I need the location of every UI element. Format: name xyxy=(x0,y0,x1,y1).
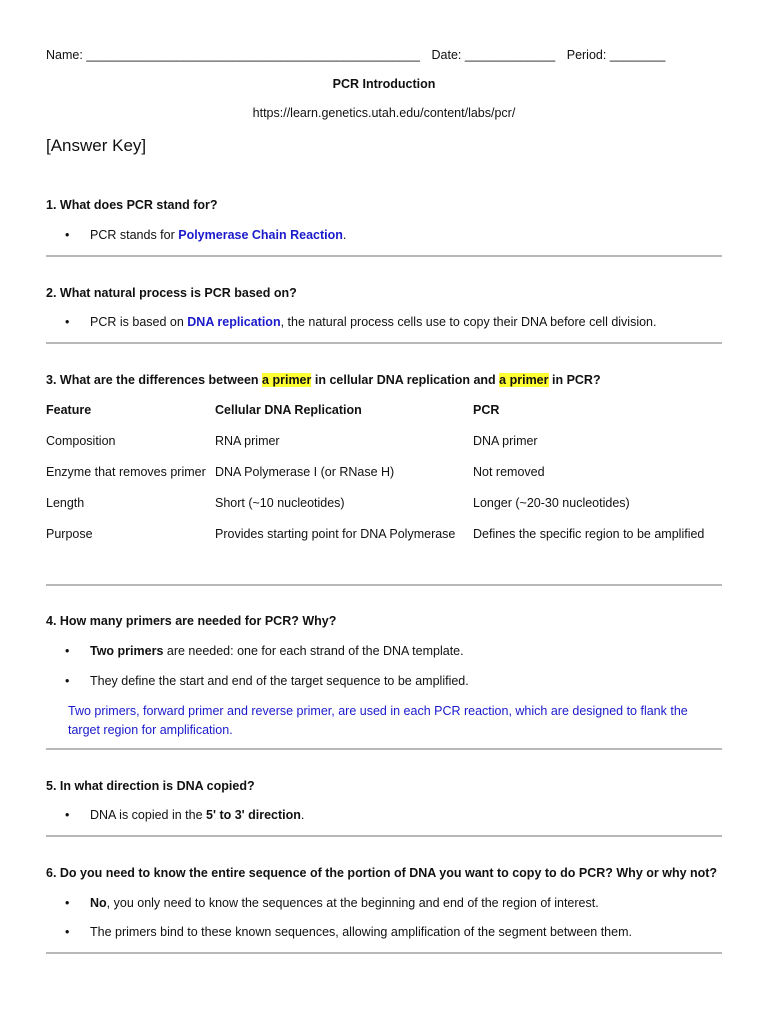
divider xyxy=(46,835,722,837)
question-1: 1. What does PCR stand for? xyxy=(46,198,218,212)
table-cell: Composition xyxy=(46,434,116,448)
question-4: 4. How many primers are needed for PCR? Why? xyxy=(46,614,337,628)
q2-answer-bullet: • PCR is based on DNA replication, the natural process cells use to copy their DNA before cell division. xyxy=(68,315,634,329)
divider xyxy=(46,584,722,586)
highlight-a-primer: a primer xyxy=(262,373,312,387)
divider xyxy=(46,952,722,954)
question-3: 3. What are the differences between a primer in cellular DNA replication and a primer in PCR? xyxy=(46,373,601,387)
table-cell: Provides starting point for DNA Polymerase xyxy=(215,527,456,541)
name-label: Name: xyxy=(46,48,83,62)
table-cell: Length xyxy=(46,496,85,510)
table-cell: Not removed xyxy=(473,465,545,479)
question-2: 2. What natural process is PCR based on? xyxy=(46,286,297,300)
table-cell: Enzyme that removes primer xyxy=(46,465,206,479)
table-cell: Purpose xyxy=(46,527,93,541)
table-cell: RNA primer xyxy=(215,434,280,448)
table-header-pcr: PCR xyxy=(473,403,500,417)
table-cell: Short (~10 nucleotides) xyxy=(215,496,345,510)
table-header-feature: Feature xyxy=(46,403,92,417)
student-info-line xyxy=(46,48,665,62)
date-field[interactable]: _____________ xyxy=(464,48,556,62)
table-cell: Longer (~20-30 nucleotides) xyxy=(473,496,630,510)
page-title: PCR Introduction xyxy=(332,77,436,91)
q5-answer-bullet: • DNA is copied in the 5' to 3' direction. xyxy=(68,808,282,822)
highlight-a-primer: a primer xyxy=(499,373,549,387)
question-6: 6. Do you need to know the entire sequence of the portion of DNA you want to copy to do PCR? Why or why not? xyxy=(46,866,718,880)
q1-answer-bullet: • PCR stands for Polymerase Chain Reaction. xyxy=(68,228,324,242)
q6-answer-bullet: • The primers bind to these known sequences, allowing amplification of the segment between them. xyxy=(68,925,610,939)
date-label: Date: xyxy=(431,48,462,62)
table-header-cellular: Cellular DNA Replication xyxy=(215,403,362,417)
q4-answer-bullet: • Two primers are needed: one for each strand of the DNA template. xyxy=(68,644,442,658)
question-5: 5. In what direction is DNA copied? xyxy=(46,779,255,793)
q4-answer-note: Two primers, forward primer and reverse primer, are used in each PCR reaction, which are designed to flank the target region for amplification. xyxy=(68,704,688,737)
q1-answer-highlight: Polymerase Chain Reaction xyxy=(178,228,343,242)
table-cell: Defines the specific region to be amplified xyxy=(473,527,705,541)
answer-key-label: [Answer Key] xyxy=(46,136,147,155)
q6-answer-bullet: • No, you only need to know the sequences at the beginning and end of the region of interest. xyxy=(68,896,577,910)
divider xyxy=(46,255,722,257)
q2-answer-highlight: DNA replication xyxy=(187,315,281,329)
divider xyxy=(46,748,722,750)
name-field[interactable]: ________________________________________________ xyxy=(86,48,421,62)
divider xyxy=(46,342,722,344)
period-field[interactable]: ________ xyxy=(609,48,666,62)
table-cell: DNA primer xyxy=(473,434,538,448)
table-cell: DNA Polymerase I (or RNase H) xyxy=(215,465,395,479)
q4-answer-bullet: • They define the start and end of the target sequence to be amplified. xyxy=(68,674,447,688)
period-label: Period: xyxy=(566,48,607,62)
source-url[interactable]: https://learn.genetics.utah.edu/content/labs/pcr/ xyxy=(252,106,516,120)
